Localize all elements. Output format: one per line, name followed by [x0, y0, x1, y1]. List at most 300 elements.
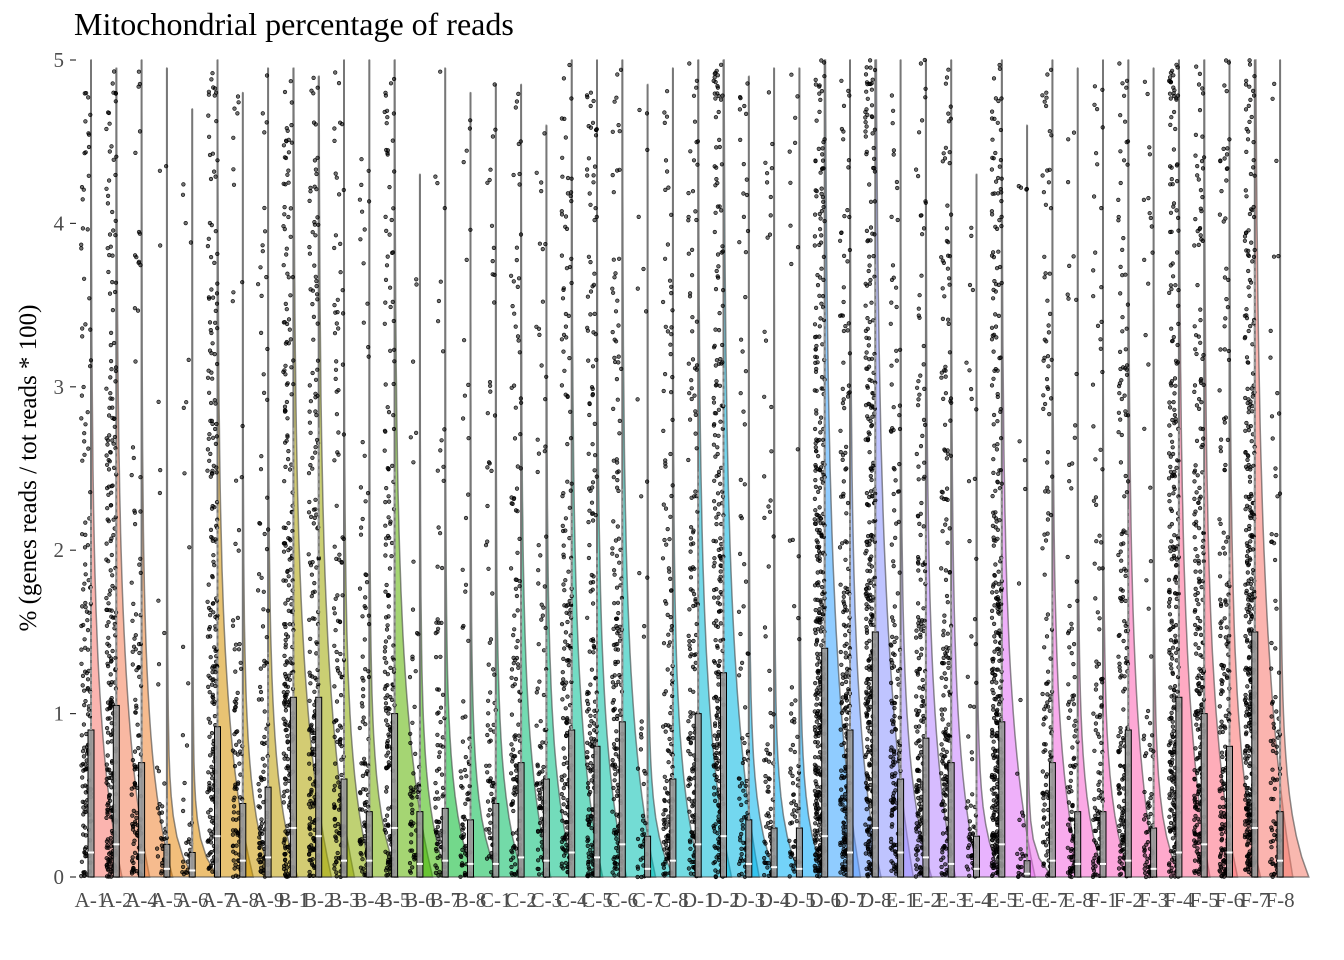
- data-point: [87, 578, 91, 582]
- data-point: [86, 648, 90, 652]
- data-point: [669, 452, 673, 456]
- data-point: [865, 491, 869, 495]
- data-point: [408, 675, 412, 679]
- data-point: [392, 207, 396, 211]
- data-point: [537, 788, 541, 792]
- data-point: [692, 639, 696, 643]
- data-point: [265, 398, 269, 402]
- data-point: [822, 278, 826, 282]
- data-point: [80, 394, 84, 398]
- data-point: [361, 857, 365, 861]
- data-point: [687, 867, 691, 871]
- data-point: [813, 497, 817, 501]
- data-point: [260, 454, 264, 458]
- data-point: [592, 99, 596, 103]
- data-point: [515, 100, 519, 104]
- data-point: [388, 735, 392, 739]
- data-point: [266, 609, 270, 613]
- data-point: [512, 628, 516, 632]
- data-point: [159, 872, 163, 876]
- data-point: [789, 748, 793, 752]
- data-point: [746, 82, 750, 86]
- data-point: [88, 364, 92, 368]
- data-point: [866, 721, 870, 725]
- data-point: [135, 869, 139, 873]
- data-point: [105, 863, 109, 867]
- data-point: [390, 251, 394, 255]
- data-point: [286, 173, 290, 177]
- data-point: [509, 858, 513, 862]
- data-point: [690, 387, 694, 391]
- data-point: [868, 450, 872, 454]
- data-point: [842, 829, 846, 833]
- data-point: [109, 359, 113, 363]
- data-point: [465, 258, 469, 262]
- data-point: [114, 366, 118, 370]
- data-point: [335, 860, 339, 864]
- data-point: [814, 868, 818, 872]
- data-point: [687, 362, 691, 366]
- data-point: [310, 675, 314, 679]
- data-point: [135, 816, 139, 820]
- data-point: [865, 66, 869, 70]
- data-point: [256, 589, 260, 593]
- data-point: [440, 566, 444, 570]
- data-point: [313, 220, 317, 224]
- data-point: [185, 744, 189, 748]
- data-point: [384, 831, 388, 835]
- data-point: [259, 855, 263, 859]
- data-point: [210, 574, 214, 578]
- data-point: [818, 506, 822, 510]
- data-point: [688, 644, 692, 648]
- data-point: [387, 495, 391, 499]
- data-point: [215, 466, 219, 470]
- data-point: [567, 612, 571, 616]
- data-point: [663, 459, 667, 463]
- data-point: [716, 181, 720, 185]
- data-point: [315, 293, 319, 297]
- data-point: [109, 673, 113, 677]
- data-point: [615, 377, 619, 381]
- data-point: [590, 815, 594, 819]
- data-point: [793, 116, 797, 120]
- data-point: [316, 368, 320, 372]
- data-point: [694, 86, 698, 90]
- data-point: [819, 241, 823, 245]
- data-point: [208, 829, 212, 833]
- data-point: [817, 85, 821, 89]
- data-point: [289, 657, 293, 661]
- data-point: [514, 677, 518, 681]
- data-point: [181, 645, 185, 649]
- data-point: [86, 713, 90, 717]
- data-point: [334, 311, 338, 315]
- data-point: [392, 112, 396, 116]
- data-point: [208, 635, 212, 639]
- data-point: [462, 160, 466, 164]
- data-point: [586, 839, 590, 843]
- data-point: [588, 650, 592, 654]
- data-point: [385, 786, 389, 790]
- data-point: [839, 650, 843, 654]
- data-point: [569, 604, 573, 608]
- data-point: [258, 522, 262, 526]
- data-point: [392, 348, 396, 352]
- data-point: [309, 799, 313, 803]
- data-point: [309, 399, 313, 403]
- data-point: [491, 259, 495, 263]
- data-point: [283, 683, 287, 687]
- data-point: [866, 327, 870, 331]
- data-point: [591, 393, 595, 397]
- data-point: [714, 211, 718, 215]
- data-point: [712, 786, 716, 790]
- data-point: [436, 630, 440, 634]
- data-point: [441, 795, 445, 799]
- data-point: [130, 859, 134, 863]
- data-point: [309, 833, 313, 837]
- data-point: [815, 715, 819, 719]
- data-point: [313, 617, 317, 621]
- data-point: [739, 478, 743, 482]
- data-point: [390, 541, 394, 545]
- data-point: [284, 663, 288, 667]
- data-point: [691, 358, 695, 362]
- data-point: [469, 228, 473, 232]
- data-point: [308, 650, 312, 654]
- data-point: [81, 459, 85, 463]
- data-point: [789, 771, 793, 775]
- data-point: [493, 673, 497, 677]
- data-point: [819, 217, 823, 221]
- data-point: [107, 270, 111, 274]
- data-point: [792, 604, 796, 608]
- data-point: [212, 553, 216, 557]
- data-point: [333, 459, 337, 463]
- data-point: [870, 404, 874, 408]
- data-point: [589, 761, 593, 765]
- data-point: [770, 725, 774, 729]
- data-point: [486, 712, 490, 716]
- data-point: [163, 782, 167, 786]
- data-point: [84, 91, 88, 95]
- data-point: [284, 602, 288, 606]
- data-point: [813, 518, 817, 522]
- data-point: [845, 717, 849, 721]
- data-point: [109, 776, 113, 780]
- data-point: [266, 347, 270, 351]
- data-point: [867, 431, 871, 435]
- data-point: [865, 415, 869, 419]
- data-point: [363, 667, 367, 671]
- data-point: [82, 188, 86, 192]
- data-point: [413, 705, 417, 709]
- data-point: [106, 741, 110, 745]
- data-point: [645, 480, 649, 484]
- data-point: [283, 757, 287, 761]
- data-point: [386, 624, 390, 628]
- data-point: [816, 273, 820, 277]
- data-point: [286, 740, 290, 744]
- data-point: [743, 483, 747, 487]
- data-point: [157, 599, 161, 603]
- data-point: [114, 233, 118, 237]
- data-point: [112, 341, 116, 345]
- data-point: [109, 841, 113, 845]
- data-point: [640, 845, 644, 849]
- data-point: [307, 762, 311, 766]
- data-point: [713, 724, 717, 728]
- violin-shape: [420, 174, 448, 877]
- data-point: [612, 709, 616, 713]
- data-point: [80, 335, 84, 339]
- data-point: [595, 475, 599, 479]
- data-point: [358, 587, 362, 591]
- data-point: [385, 814, 389, 818]
- data-point: [210, 377, 214, 381]
- data-point: [460, 776, 464, 780]
- data-point: [613, 779, 617, 783]
- data-point: [486, 724, 490, 728]
- data-point: [284, 465, 288, 469]
- data-point: [211, 539, 215, 543]
- data-point: [594, 134, 598, 138]
- data-point: [82, 723, 86, 727]
- data-point: [562, 796, 566, 800]
- data-point: [388, 286, 392, 290]
- data-point: [110, 280, 114, 284]
- data-point: [79, 874, 83, 878]
- data-point: [866, 97, 870, 101]
- data-point: [384, 543, 388, 547]
- data-point: [387, 516, 391, 520]
- data-point: [111, 229, 115, 233]
- data-point: [207, 391, 211, 395]
- data-point: [814, 508, 818, 512]
- data-point: [867, 344, 871, 348]
- data-point: [314, 275, 318, 279]
- data-point: [815, 344, 819, 348]
- data-point: [181, 870, 185, 874]
- data-point: [262, 391, 266, 395]
- data-point: [792, 809, 796, 813]
- data-point: [669, 711, 673, 715]
- data-point: [157, 683, 161, 687]
- data-point: [636, 767, 640, 771]
- data-point: [340, 726, 344, 730]
- data-point: [841, 803, 845, 807]
- data-point: [362, 262, 366, 266]
- data-point: [362, 787, 366, 791]
- data-point: [587, 855, 591, 859]
- data-point: [494, 128, 498, 132]
- data-point: [105, 454, 109, 458]
- data-point: [466, 493, 470, 497]
- data-point: [86, 228, 90, 232]
- data-point: [488, 779, 492, 783]
- data-point: [363, 824, 367, 828]
- data-point: [312, 121, 316, 125]
- data-point: [669, 515, 673, 519]
- data-point: [393, 360, 397, 364]
- data-point: [462, 624, 466, 628]
- data-point: [717, 110, 721, 114]
- data-point: [815, 638, 819, 642]
- data-point: [107, 644, 111, 648]
- data-point: [392, 413, 396, 417]
- data-point: [316, 86, 320, 90]
- data-point: [207, 606, 211, 610]
- data-point: [563, 756, 567, 760]
- data-point: [865, 690, 869, 694]
- data-point: [616, 525, 620, 529]
- data-point: [210, 331, 214, 335]
- data-point: [587, 124, 591, 128]
- data-point: [311, 456, 315, 460]
- data-point: [595, 215, 599, 219]
- data-point: [538, 804, 542, 808]
- data-point: [842, 130, 846, 134]
- data-point: [869, 623, 873, 627]
- data-point: [83, 870, 87, 874]
- data-point: [410, 795, 414, 799]
- data-point: [519, 401, 523, 405]
- data-point: [384, 790, 388, 794]
- data-point: [663, 775, 667, 779]
- data-point: [790, 821, 794, 825]
- data-point: [307, 618, 311, 622]
- data-point: [105, 726, 109, 730]
- data-point: [361, 440, 365, 444]
- data-point: [82, 755, 86, 759]
- data-point: [285, 439, 289, 443]
- data-point: [663, 808, 667, 812]
- data-point: [568, 63, 572, 67]
- data-point: [366, 345, 370, 349]
- data-point: [461, 823, 465, 827]
- data-point: [740, 847, 744, 851]
- violin-shape: [1002, 60, 1035, 877]
- data-point: [615, 617, 619, 621]
- data-point: [815, 663, 819, 667]
- data-point: [590, 826, 594, 830]
- data-point: [715, 587, 719, 591]
- data-point: [112, 533, 116, 537]
- data-point: [367, 200, 371, 204]
- data-point: [111, 439, 115, 443]
- data-point: [671, 375, 675, 379]
- data-point: [562, 657, 566, 661]
- data-point: [386, 149, 390, 153]
- data-point: [392, 427, 396, 431]
- data-point: [414, 431, 418, 435]
- data-point: [738, 797, 742, 801]
- data-point: [713, 799, 717, 803]
- data-point: [112, 70, 116, 74]
- data-point: [437, 688, 441, 692]
- data-point: [332, 788, 336, 792]
- data-point: [663, 874, 667, 878]
- data-point: [130, 581, 134, 585]
- data-point: [820, 153, 824, 157]
- data-point: [261, 757, 265, 761]
- data-point: [288, 678, 292, 682]
- data-point: [642, 635, 646, 639]
- data-point: [687, 458, 691, 462]
- data-point: [441, 745, 445, 749]
- data-point: [287, 151, 291, 155]
- data-point: [486, 800, 490, 804]
- data-point: [839, 429, 843, 433]
- data-point: [568, 356, 572, 360]
- data-point: [612, 568, 616, 572]
- data-point: [109, 865, 113, 869]
- data-point: [462, 835, 466, 839]
- data-point: [866, 534, 870, 538]
- data-point: [334, 597, 338, 601]
- data-point: [214, 309, 218, 313]
- data-point: [286, 129, 290, 133]
- data-point: [516, 335, 520, 339]
- data-point: [838, 239, 842, 243]
- data-point: [286, 685, 290, 689]
- data-point: [259, 825, 263, 829]
- data-point: [111, 82, 115, 86]
- data-point: [231, 619, 235, 623]
- data-point: [696, 163, 700, 167]
- data-point: [212, 678, 216, 682]
- data-point: [236, 112, 240, 116]
- data-point: [589, 770, 593, 774]
- data-point: [361, 655, 365, 659]
- data-point: [206, 685, 210, 689]
- data-point: [134, 151, 138, 155]
- data-point: [822, 140, 826, 144]
- data-point: [518, 172, 522, 176]
- data-point: [86, 686, 90, 690]
- data-point: [638, 571, 642, 575]
- data-point: [187, 358, 191, 362]
- data-point: [233, 107, 237, 111]
- data-point: [864, 73, 868, 77]
- data-point: [867, 699, 871, 703]
- data-point: [81, 227, 85, 231]
- data-point: [739, 632, 743, 636]
- data-point: [310, 594, 314, 598]
- data-point: [868, 378, 872, 382]
- data-point: [868, 282, 872, 286]
- data-point: [388, 349, 392, 353]
- data-point: [510, 753, 514, 757]
- data-point: [316, 322, 320, 326]
- data-point: [340, 122, 344, 126]
- data-point: [611, 758, 615, 762]
- data-point: [106, 194, 110, 198]
- data-point: [616, 478, 620, 482]
- data-point: [158, 491, 162, 495]
- data-point: [259, 690, 263, 694]
- data-point: [561, 175, 565, 179]
- data-point: [486, 733, 490, 737]
- data-point: [384, 719, 388, 723]
- data-point: [209, 655, 213, 659]
- data-point: [261, 244, 265, 248]
- data-point: [492, 301, 496, 305]
- data-point: [367, 614, 371, 618]
- data-point: [334, 172, 338, 176]
- data-point: [742, 215, 746, 219]
